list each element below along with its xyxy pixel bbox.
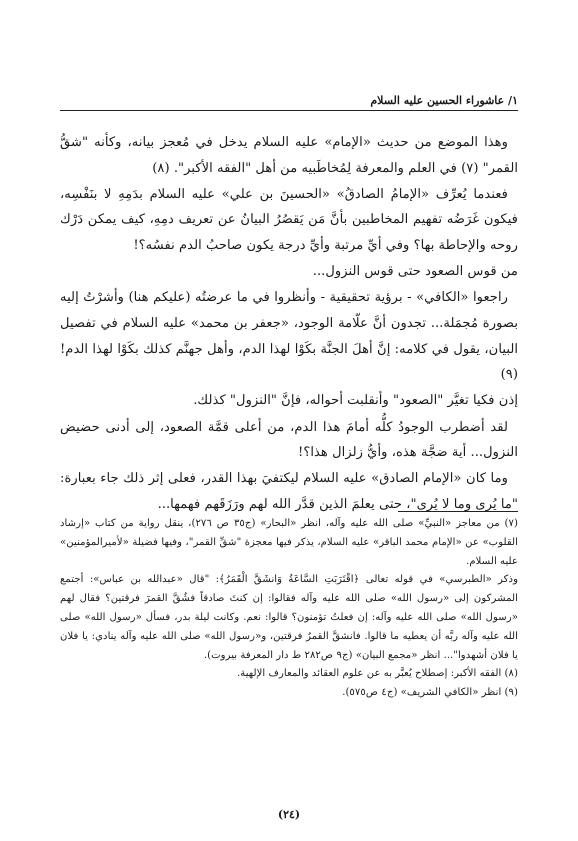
paragraph: فعندما يُعرِّف «الإمامُ الصادقُ» «الحسينَ بن علي» عليه السلام بدَمِهِ لا بنَفْسِه، فيكون غَرَضُه تفهيم المخاطبين بأنَّ مَن يَقصُرُ البيانُ عن تعريف دمِهِ، كيف يمكن دَرْك روحه والإحاطة بها؟ وفي أيِّ مرتبة وأيِّ درجة يكون صاحبُ الدم نفسُه؟! <box>60 186 518 253</box>
paragraph: من قوس الصعود حتى قوس النزول... <box>312 264 518 280</box>
footnote-separator <box>398 511 518 512</box>
footnote: (٨) الفقه الأكبر: إصطلاح يُعبَّر به عن علوم العقائد والمعارف الإلهية. <box>237 668 518 680</box>
page-number: (٢٤) <box>277 808 301 821</box>
running-header-title: ١/ عاشوراء الحسين عليه السلام <box>362 94 518 108</box>
main-text <box>60 130 518 518</box>
paragraph: وما كان «الإمام الصادق» عليه السلام ليكتفيَ بهذا القدر، فعلى إثر ذلك جاء بعبارة: "ما يُرى وما لا يُرى"، حتى يعلمَ الذين قدَّر الله لهم ورَزَقَهم فهمها... <box>60 471 518 512</box>
footnote: (٩) انظر «الكافي الشريف» (ج٤ ص٥٧٥). <box>342 687 518 699</box>
paragraph: راجعوا «الكافي» - برؤية تحقيقية - وأنظروا في ما عرضتُه (عليكم هنا) وأشرْتُ إليه بصورة مُجمَلة... تجدون أنَّ علّامة الوجود، «جعفر بن محمد» عليه السلام في تفصيل البيان، يقول في كلامه: إنَّ أهلَ الجنَّة بكَوْا لهذا الدم، وأهل جهنَّم كذلك بكَوْا لهذا الدم! (٩) <box>60 290 518 383</box>
footnote: وذكر «الطبرسي» في قوله تعالى ﴿اقْتَرَبَتِ السَّاعَةُ وَانشَقَّ الْقَمَرُ﴾: "قال «عبدالله بن عباس»: أجتمع المشركون إلى «رسول الله» صلى الله عليه وآله فقالوا: إن كنتَ صادقاً فشُقَّ القمرَ فرقتين؟ فقال لهم «رسول الله» صلى الله عليه وآله: إن فعلتُ تؤمنون؟ قالوا: نعم. وكانت ليلة بدر، فسأل «رسول الله» صلى الله عليه وآله ربَّه أن يعطيه ما قالوا. فانشقَّ القمرُ فرقتين، و«رسول الله» صلى الله عليه وآله ينادي: يا فلان يا فلان أشهدوا"... انظر «مجمع البيان» (ج٩ ص٢٨٢ ط دار المعرفة بيروت). <box>60 574 518 661</box>
paragraph: إذن فكيا تغيَّر "الصعود" وأنقلبت أحواله، فإنَّ "النزول" كذلك. <box>193 393 518 409</box>
footnote: (٧) من معاجز «النبيِّ» صلى الله عليه وآله، انظر «البحار» (ج٣٥ ص ٢٧٦)، ينقل رواية من كتاب «إرشاد القلوب» عن «الإمام محمد الباقر» عليه السلام، يذكر فيها معجزة "شقِّ القمر"، وفيها فضيلة «لأميرالمؤمنين» عليه السلام. <box>60 518 518 567</box>
running-header <box>60 94 518 112</box>
paragraph: لقد أضطرب الوجودُ كلُّه أمامَ هذا الدم، من أعلى قمَّة الصعود، إلى أدنى حضيض النزول... أية ضجَّة هذه، وأيُّ زلزال هذا؟! <box>60 419 518 461</box>
paragraph: وهذا الموضع من حديث «الإمام» عليه السلام يدخل في مُعجز بيانه، وكأنه "شقُّ القمر" (٧) في العلم والمعرفة لِمُخاطَبيه من أهل "الفقه الأكبر". (٨) <box>60 135 518 176</box>
footnotes <box>60 515 518 703</box>
header-rule <box>60 110 518 111</box>
